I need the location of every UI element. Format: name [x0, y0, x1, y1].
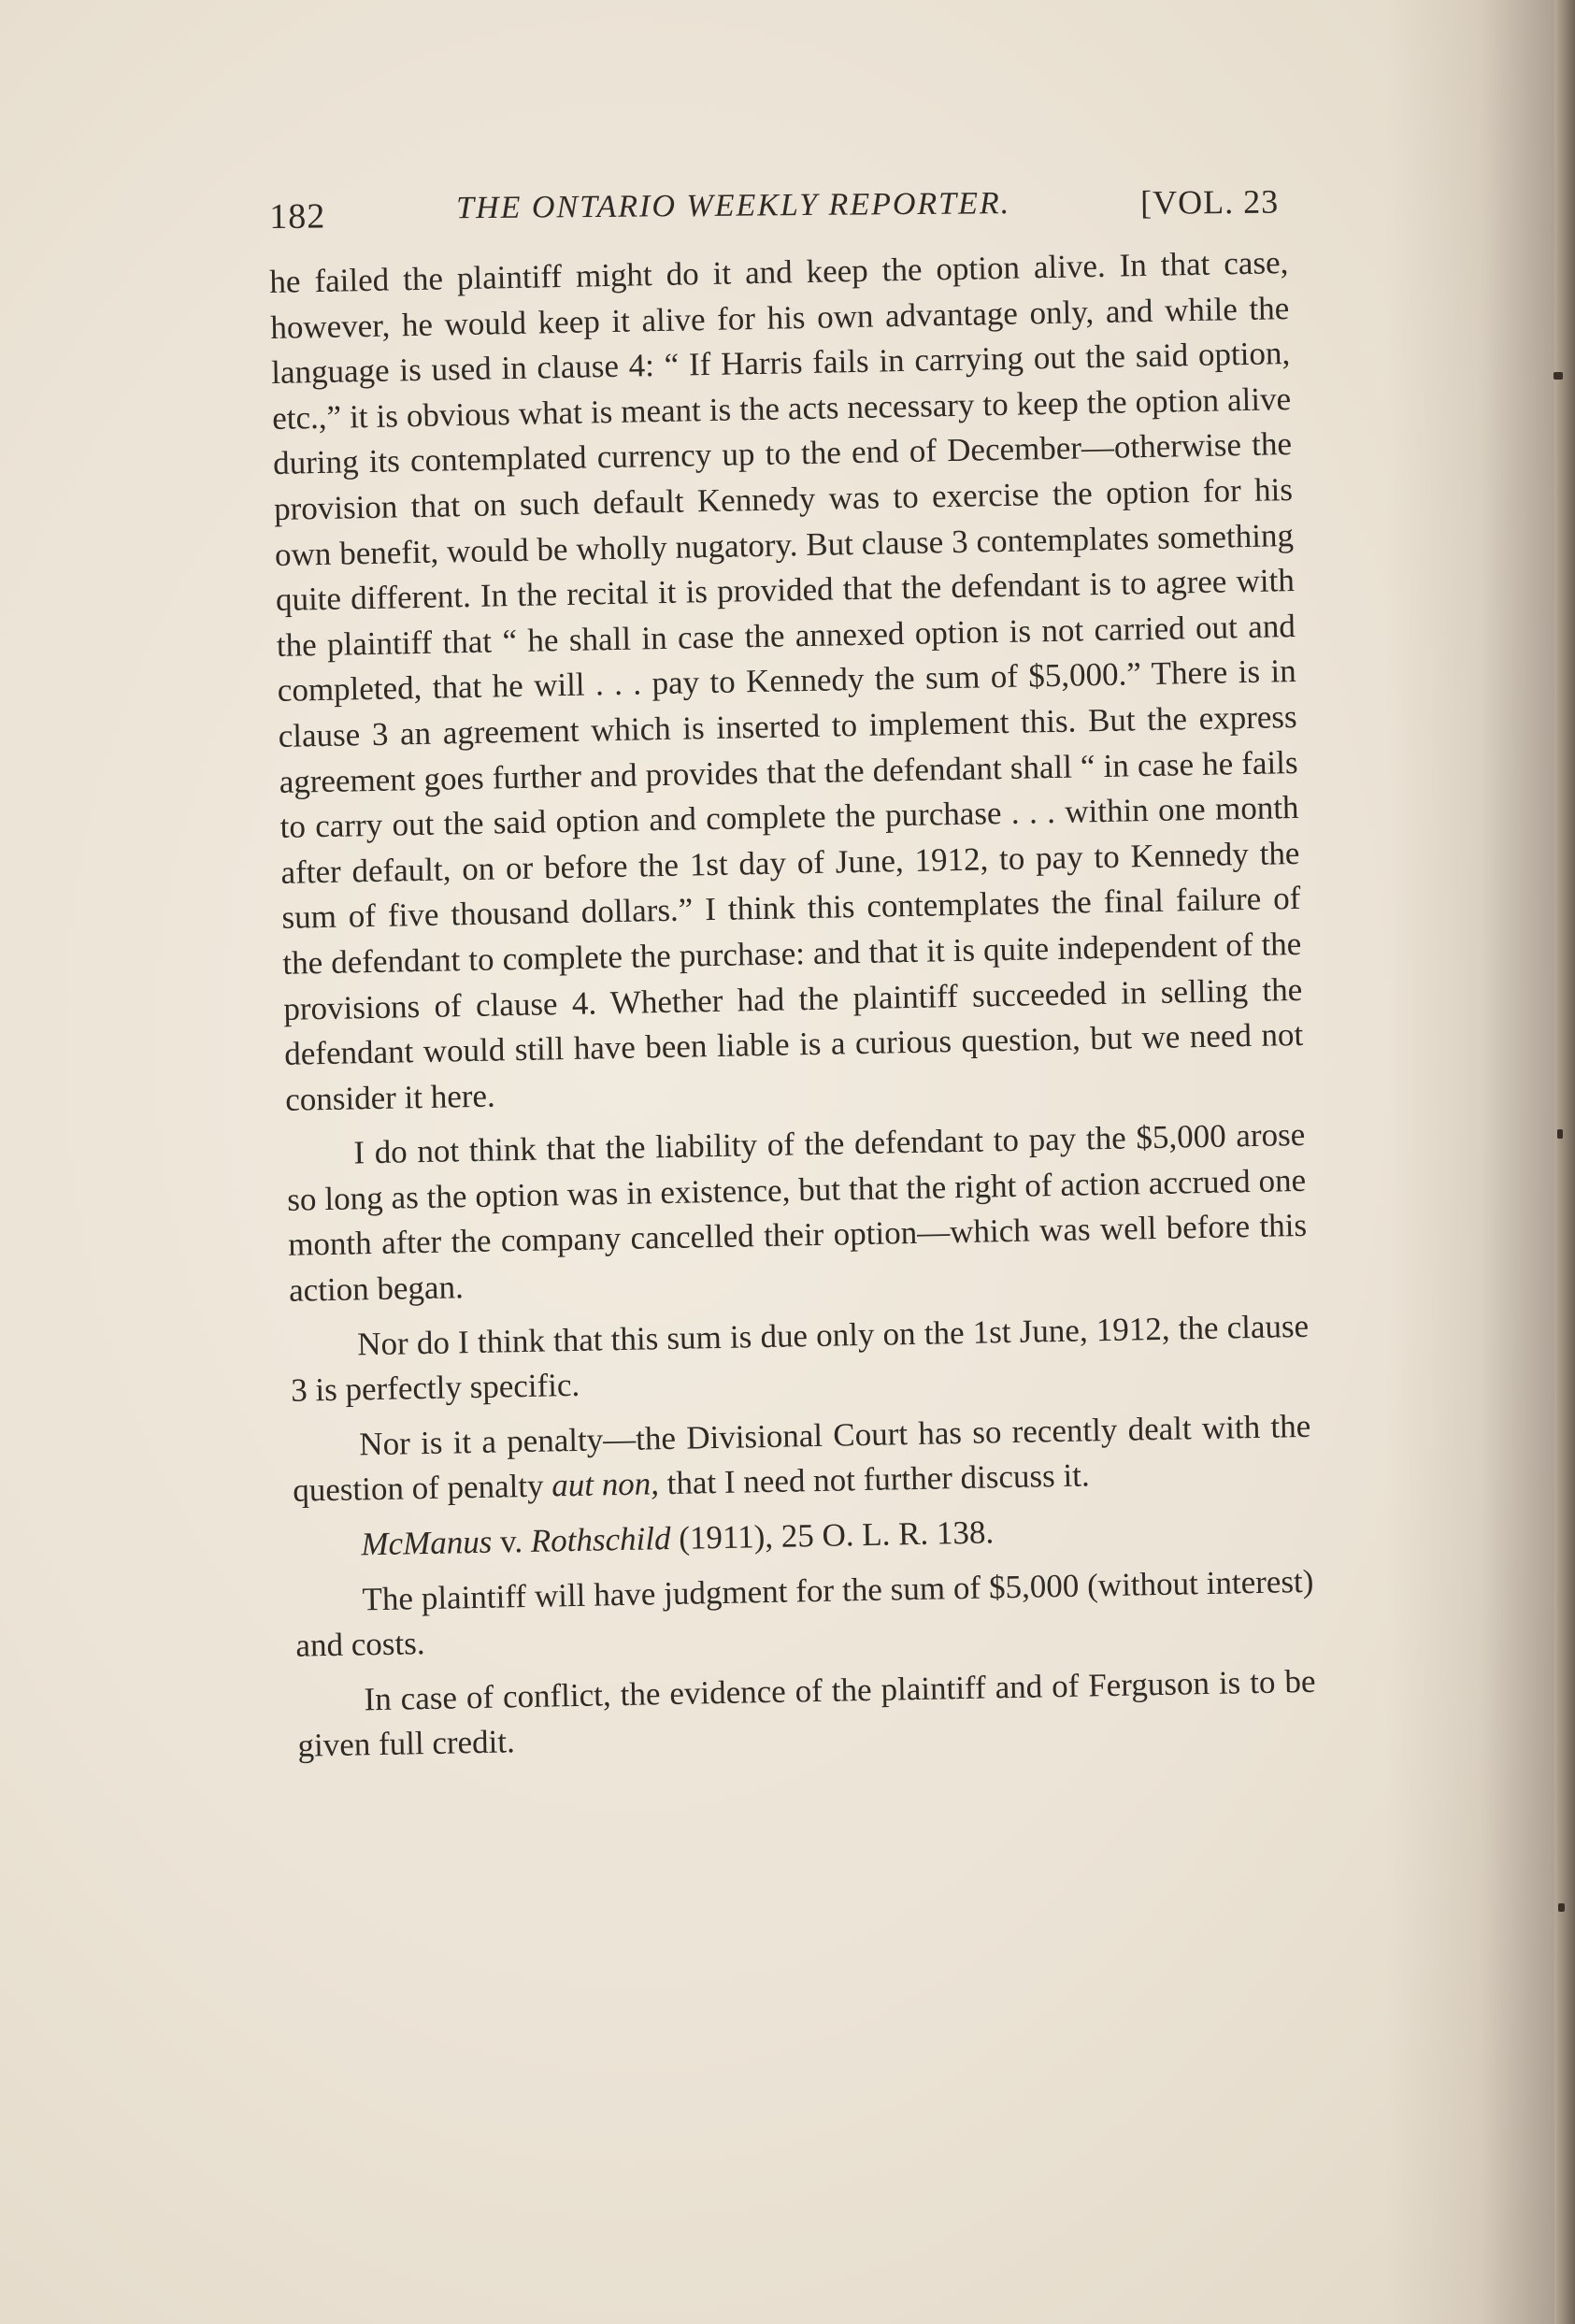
paragraph: I do not think that the liability of the defendant to pay the $5,000 arose so long as the option was in existence, but that the right of action accrued one month after the company cancelled their option—which was well before this action began. — [286, 1116, 1308, 1309]
margin-mark — [1554, 372, 1563, 380]
book-spine-shadow — [1554, 0, 1575, 2324]
case-party-1: McManus — [361, 1523, 493, 1563]
case-party-2: Rothschild — [530, 1520, 671, 1559]
paragraph: In case of conflict, the evidence of the plaintiff and of Ferguson is to be given full credit. — [297, 1662, 1316, 1765]
page-number: 182 — [269, 196, 326, 237]
case-citation — [294, 1504, 1313, 1570]
paragraph: Nor do I think that this sum is due only on the 1st June, 1912, the clause 3 is perfectly specific. — [290, 1307, 1310, 1410]
margin-mark — [1558, 1903, 1565, 1912]
latin-phrase: aut non, — [551, 1465, 660, 1504]
paragraph — [292, 1404, 1312, 1514]
volume-label: [VOL. 23 — [1139, 182, 1280, 222]
paragraph: The plaintiff will have judgment for the sum of $5,000 (without interest) and costs. — [295, 1562, 1314, 1664]
paragraph-text: Nor is it a penalty—the Divisional Court has so recently dealt with the question of penalty — [292, 1407, 1311, 1510]
paragraph: he failed the plaintiff might do it and keep the option alive. In that case, however, he would keep it alive for his own advantage only, and while the language is used in clause 4: “ If Harris fails in carrying out the said option, etc.,” it is obvious what is meant is the acts necessary to keep the option alive during its contemplated currency up to the end of December—otherwise the provision that on such default Kennedy was to exercise the option for his own benefit, would be wholly nugatory. But clause 3 contemplates something quite different. In the recital it is provided that the defendant is to agree with the plaintiff that “ he shall in case the annexed option is not carried out and completed, that he will . . . pay to Kennedy the sum of $5,000.” There is in clause 3 an agreement which is inserted to implement this. But the express agreement goes further and provides that the defendant shall “ in case he fails to carry out the said option and complete the purchase . . . within one month after default, on or before the 1st day of June, 1912, to pay to Kennedy the sum of five thousand dollars.” I think this contemplates the final failure of the defendant to complete the purchase: and that it is quite independent of the provisions of clause 4. Whether had the plaintiff succeeded in selling the defendant would still have been liable is a curious question, but we need not consider it here. — [269, 244, 1304, 1118]
running-header — [269, 182, 1279, 247]
versus: v. — [491, 1522, 532, 1560]
citation-reference: (1911), 25 O. L. R. 138. — [670, 1513, 995, 1557]
body-text — [269, 240, 1317, 1779]
running-title: THE ONTARIO WEEKLY REPORTER. — [456, 186, 1011, 226]
margin-mark — [1557, 1129, 1563, 1139]
paragraph-text: that I need not further discuss it. — [658, 1456, 1090, 1502]
